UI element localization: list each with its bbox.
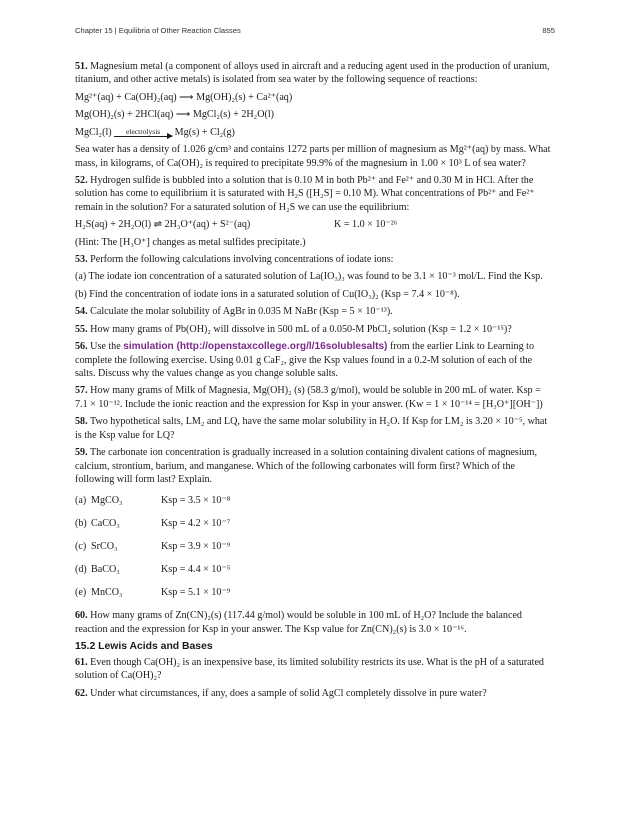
question-number: 58. xyxy=(75,416,88,428)
option-label: (a) xyxy=(75,495,87,507)
question-number: 57. xyxy=(75,385,88,397)
question-number: 60. xyxy=(75,610,88,622)
question-57 xyxy=(75,384,555,411)
option-label: (e) xyxy=(75,587,87,599)
equilibrium-constant: K = 1.0 × 10⁻²⁶ xyxy=(334,219,398,231)
question-number: 59. xyxy=(75,447,88,459)
question-number: 53. xyxy=(75,254,88,266)
option-c xyxy=(75,540,555,563)
option-label: (c) xyxy=(75,541,87,553)
reaction-arrow xyxy=(114,128,172,138)
equilibrium-equation xyxy=(75,218,555,231)
option-formula: SrCO₃ xyxy=(91,541,118,553)
reaction-equation: H₂S(aq) + 2H₂O(l) ⇌ 2H₃O⁺(aq) + S²⁻(aq) xyxy=(75,219,251,231)
question-text: Sea water has a density of 1.026 g/cm³ and contains 1272 parts per million of magnesium as Mg²⁺(aq) by mass. What mass, in kilograms, of Ca(OH)₂ is required to precipitate 99.9% of the magnesium in 1.00 × 10³ L of sea water? xyxy=(75,144,551,169)
question-54 xyxy=(75,305,555,318)
question-52 xyxy=(75,174,555,249)
option-formula: MgCO₃ xyxy=(91,495,123,507)
option-formula: MnCO₃ xyxy=(91,587,123,599)
sub-question-a: (a) The iodate ion concentration of a saturated solution of La(IO₃)₃ was found to be 3.1 × 10⁻³ mol/L. Find the Ksp. xyxy=(75,271,543,283)
page-header xyxy=(75,26,555,36)
question-number: 61. xyxy=(75,657,88,669)
reaction-equation: Mg²⁺(aq) + Ca(OH)₂(aq) ⟶ Mg(OH)₂(s) + Ca²⁺(aq) xyxy=(75,91,293,103)
option-b xyxy=(75,517,555,540)
question-text: Calculate the molar solubility of AgBr in 0.035 M NaBr (Ksp = 5 × 10⁻¹³). xyxy=(90,306,393,318)
question-text: Use the xyxy=(90,341,121,353)
question-number: 51. xyxy=(75,61,88,72)
question-62 xyxy=(75,687,555,700)
section-heading: 15.2 Lewis Acids and Bases xyxy=(75,641,213,653)
option-ksp: Ksp = 5.1 × 10⁻⁹ xyxy=(161,587,231,599)
option-a xyxy=(75,494,555,517)
question-number: 54. xyxy=(75,306,88,318)
question-text: Hydrogen sulfide is bubbled into a solution that is 0.10 M in both Pb²⁺ and Fe²⁺ and 0.30 M in HCl. After the solution has come to equilibrium it is saturated with H₂S ([H₂S] = 0.10 M). What concentrations of Pb²⁺ and Fe²⁺ remain in the solution? For a saturated solution of H₂S we can use the equilibrium: xyxy=(75,174,535,213)
question-61 xyxy=(75,656,555,683)
question-text: The carbonate ion concentration is gradually increased in a solution containing divalent cations of magnesium, calcium, strontium, barium, and manganese. Which of the following carbonates will form first? Which of the following will form last? Explain. xyxy=(75,447,538,485)
question-text: Even though Ca(OH)₂ is an inexpensive base, its limited solubility restricts its use. What is the pH of a saturated solution of Ca(OH)₂? xyxy=(75,657,544,682)
question-55 xyxy=(75,323,555,336)
question-number: 56. xyxy=(75,341,88,353)
option-d xyxy=(75,563,555,586)
electrolysis-equation xyxy=(75,126,555,139)
question-number: 62. xyxy=(75,687,88,699)
option-label: (d) xyxy=(75,564,87,576)
option-formula: BaCO₃ xyxy=(91,564,120,576)
question-text: Two hypothetical salts, LM₂ and LQ, have the same molar solubility in H₂O. If Ksp for LM₂ is 3.20 × 10⁻⁵, what is the Ksp value for LQ? xyxy=(75,416,548,441)
option-ksp: Ksp = 4.4 × 10⁻⁵ xyxy=(161,564,231,576)
reaction-products: Mg(s) + Cl₂(g) xyxy=(174,126,235,138)
question-number: 52. xyxy=(75,174,88,186)
arrow-label: electrolysis xyxy=(126,126,161,136)
question-58 xyxy=(75,415,555,442)
option-e xyxy=(75,586,555,609)
simulation-link[interactable]: simulation (http://openstaxcollege.org/l/16solublesalts) xyxy=(123,341,388,353)
page-number: 855 xyxy=(542,26,555,35)
option-ksp: Ksp = 3.5 × 10⁻⁸ xyxy=(161,495,231,507)
sub-question-b: (b) Find the concentration of iodate ions in a saturated solution of Cu(IO₃)₂ (Ksp = 7.4 × 10⁻⁸). xyxy=(75,288,460,300)
option-label: (b) xyxy=(75,518,87,530)
question-56 xyxy=(75,340,555,380)
question-text: How many grams of Pb(OH)₂ will dissolve in 500 mL of a 0.050-M PbCl₂ solution (Ksp = 1.2 × 10⁻¹⁵)? xyxy=(90,323,512,335)
option-formula: CaCO₃ xyxy=(91,518,120,530)
option-ksp: Ksp = 3.9 × 10⁻⁹ xyxy=(161,541,231,553)
question-number: 55. xyxy=(75,323,88,335)
question-59 xyxy=(75,446,555,609)
reaction-reactant: MgCl₂(l) xyxy=(75,126,112,138)
question-text: from the earlier Link to Learning to complete the following exercise. Using 0.01 g CaF₂, give the Ksp values found in a 0.2-M solution of each of the salts. Discuss why the values change as you change soluble salts. xyxy=(75,341,535,380)
question-text: Perform the following calculations involving concentrations of iodate ions: xyxy=(90,254,394,266)
question-51 xyxy=(75,60,555,170)
hint-text: (Hint: The [H₃O⁺] changes as metal sulfides precipitate.) xyxy=(75,236,306,248)
option-ksp: Ksp = 4.2 × 10⁻⁷ xyxy=(161,518,231,530)
question-text: Under what circumstances, if any, does a sample of solid AgCl completely dissolve in pure water? xyxy=(90,687,487,699)
chapter-title: Chapter 15 | Equilibria of Other Reaction Classes xyxy=(75,26,241,35)
question-53 xyxy=(75,253,555,301)
exercise-list xyxy=(75,60,555,704)
question-text: Magnesium metal (a component of alloys used in aircraft and a reducing agent used in the production of uranium, titanium, and other active metals) is isolated from sea water by the following sequence of reactions: xyxy=(75,61,550,86)
question-60 xyxy=(75,609,555,636)
question-text: How many grams of Milk of Magnesia, Mg(OH)₂ (s) (58.3 g/mol), would be soluble in 200 mL of water. Ksp = 7.1 × 10⁻¹². Include the ionic reaction and the expression for Ksp in your answer. (Kw = 1 × 10⁻¹⁴ = [H₃O⁺][OH⁻]) xyxy=(75,385,543,410)
arrow-icon xyxy=(114,136,172,137)
reaction-equation: Mg(OH)₂(s) + 2HCl(aq) ⟶ MgCl₂(s) + 2H₂O(l) xyxy=(75,109,275,121)
question-text: How many grams of Zn(CN)₂(s) (117.44 g/mol) would be soluble in 100 mL of H₂O? Include the balanced reaction and the expression for Ksp in your answer. The Ksp value for Zn(CN)₂(s) is 3.0 × 10⁻¹⁶. xyxy=(75,610,522,635)
